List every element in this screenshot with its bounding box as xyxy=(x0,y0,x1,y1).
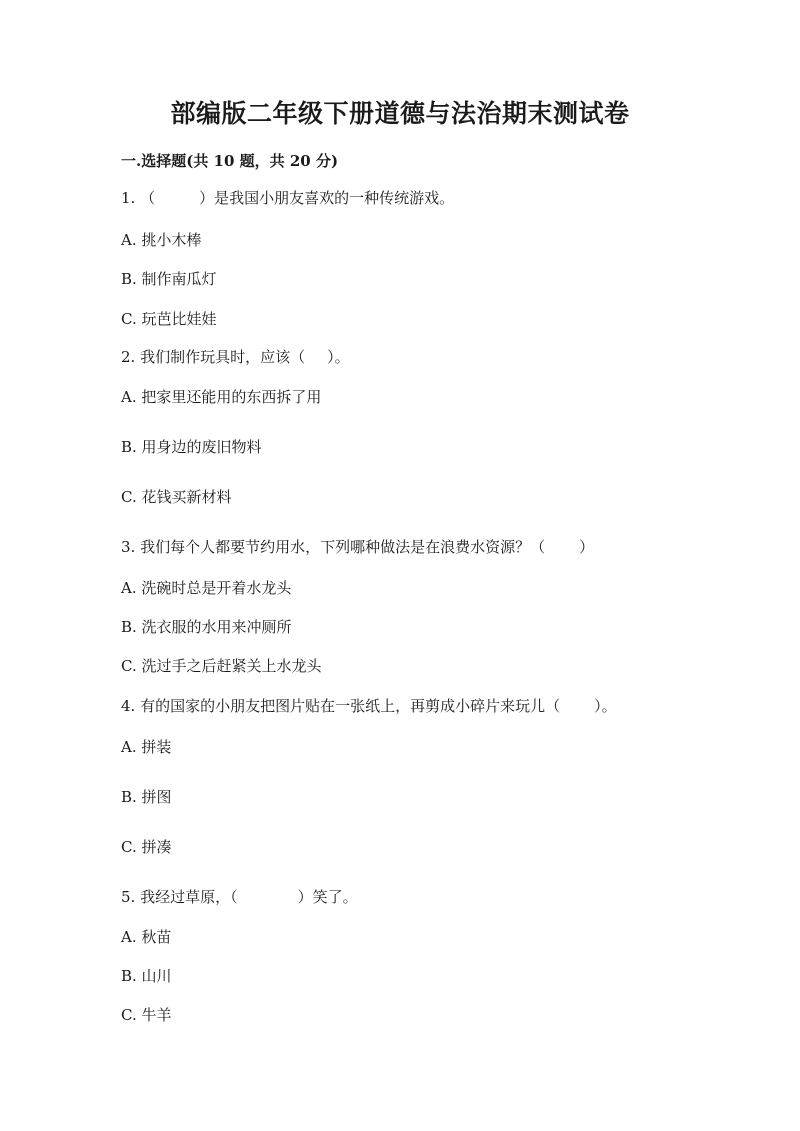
question-2-option-a: A. 把家里还能用的东西拆了用 xyxy=(121,388,322,406)
question-3-stem xyxy=(121,536,594,557)
question-5-stem xyxy=(121,886,358,907)
question-1-option-b: B. 制作南瓜灯 xyxy=(121,270,217,288)
question-text-before-blank: （ xyxy=(140,189,156,207)
question-5-option-a: A. 秋苗 xyxy=(121,928,172,946)
question-number: 2. xyxy=(121,348,136,366)
question-1-option-c: C. 玩芭比娃娃 xyxy=(121,310,217,328)
question-text-after-blank: ）。 xyxy=(594,697,617,715)
question-3-option-b: B. 洗衣服的水用来冲厕所 xyxy=(121,618,292,636)
page-title: 部编版二年级下册道德与法治期末测试卷 xyxy=(170,99,630,128)
question-text-before-blank: 我经过草原，（ xyxy=(140,888,238,906)
question-text-before-blank: 有的国家的小朋友把图片贴在一张纸上，再剪成小碎片来玩儿（ xyxy=(140,697,561,715)
question-3-option-c: C. 洗过手之后赶紧关上水龙头 xyxy=(121,657,322,675)
question-2-option-b: B. 用身边的废旧物料 xyxy=(121,438,262,456)
question-4-option-b: B. 拼图 xyxy=(121,788,172,806)
question-text-before-blank: 我们每个人都要节约用水，下列哪种做法是在浪费水资源？（ xyxy=(140,538,546,556)
question-1-stem xyxy=(121,187,454,208)
question-5-option-c: C. 牛羊 xyxy=(121,1006,172,1024)
question-1-option-a: A. 挑小木棒 xyxy=(121,231,202,249)
question-4-option-a: A. 拼装 xyxy=(121,738,172,756)
question-4-option-c: C. 拼凑 xyxy=(121,838,172,856)
question-text-before-blank: 我们制作玩具时，应该（ xyxy=(140,348,306,366)
question-number: 4. xyxy=(121,697,136,715)
question-4-stem xyxy=(121,695,617,716)
question-text-after-blank: ）笑了。 xyxy=(297,888,358,906)
question-text-after-blank: ） xyxy=(579,538,595,556)
question-text-after-blank: ）是我国小朋友喜欢的一种传统游戏。 xyxy=(199,189,455,207)
question-number: 3. xyxy=(121,538,136,556)
question-number: 5. xyxy=(121,888,136,906)
question-2-stem xyxy=(121,346,350,367)
section-heading: 一.选择题(共 10 题，共 20 分) xyxy=(121,152,339,170)
question-2-option-c: C. 花钱买新材料 xyxy=(121,488,232,506)
question-number: 1. xyxy=(121,189,136,207)
question-text-after-blank: ）。 xyxy=(327,348,350,366)
question-5-option-b: B. 山川 xyxy=(121,967,172,985)
question-3-option-a: A. 洗碗时总是开着水龙头 xyxy=(121,579,292,597)
